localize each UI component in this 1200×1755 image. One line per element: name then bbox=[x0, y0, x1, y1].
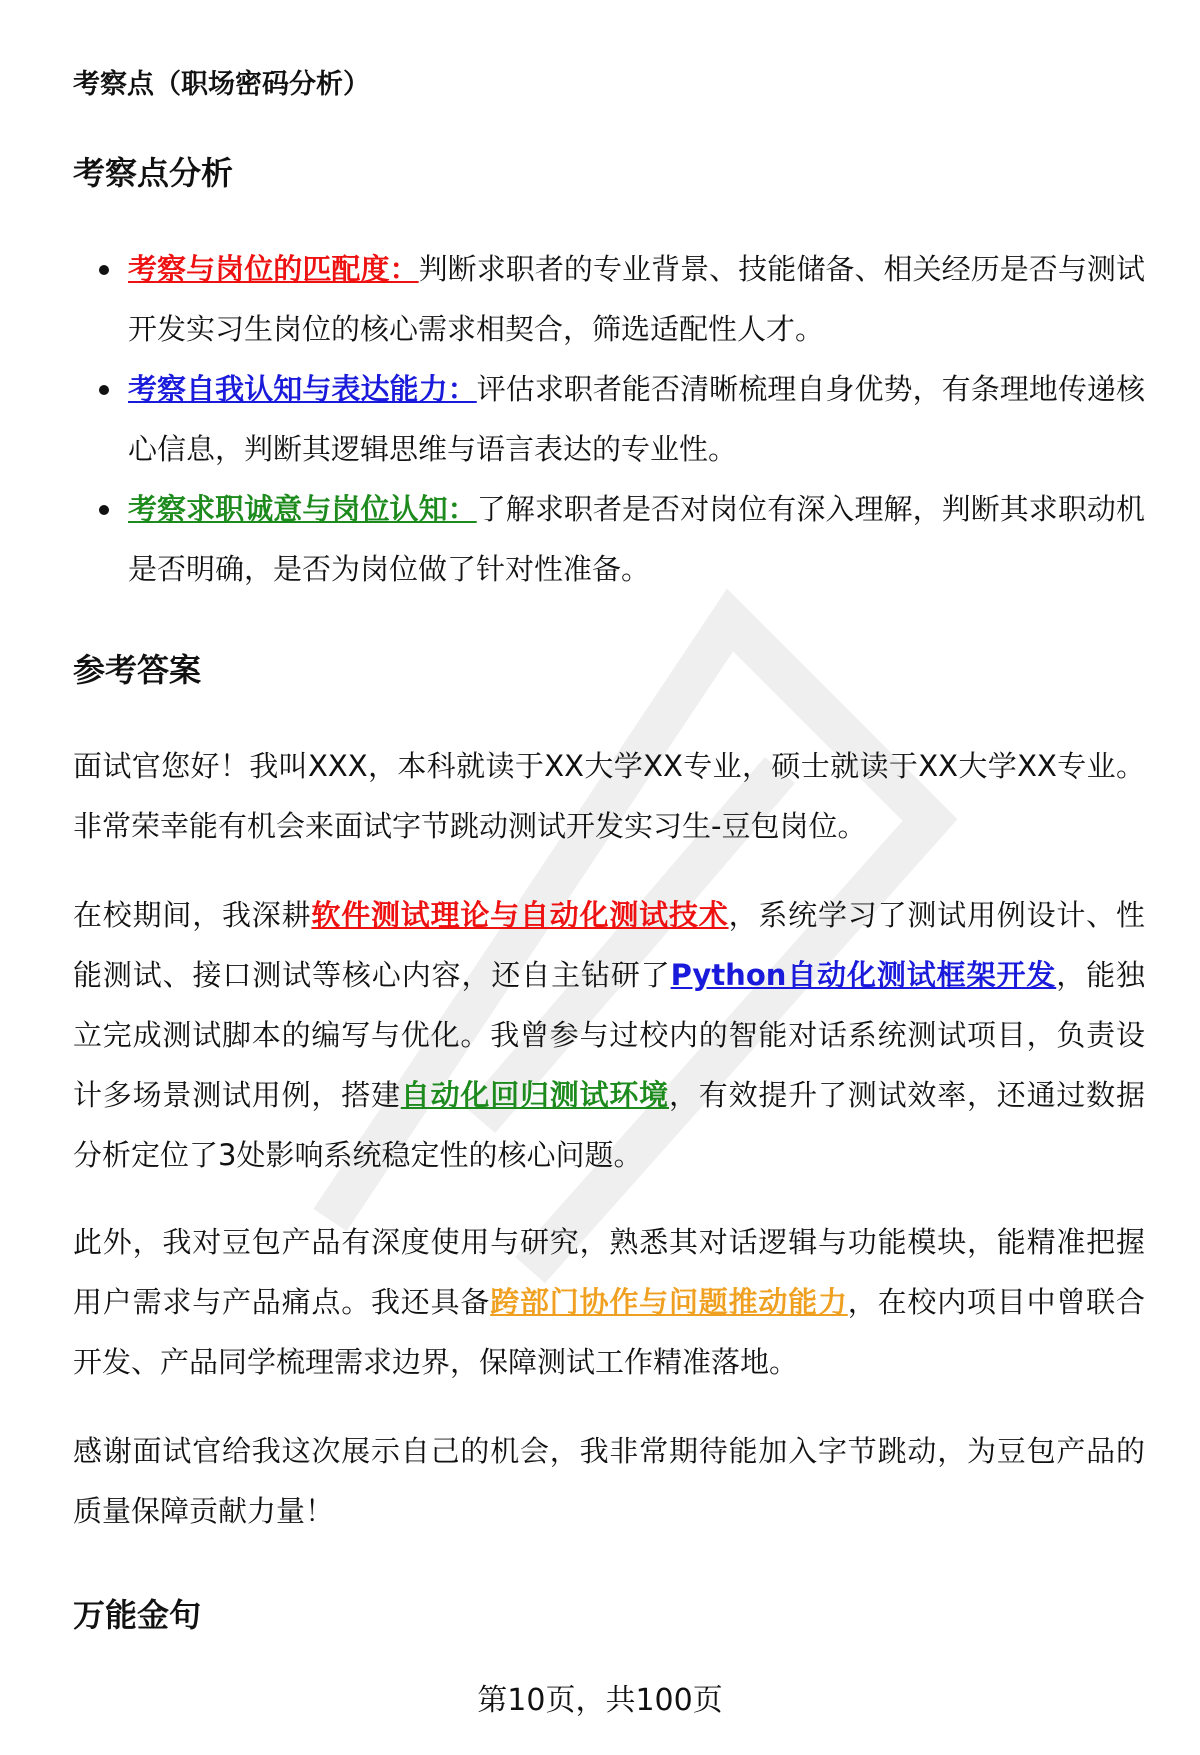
answer-paragraph-4: 感谢面试官给我这次展示自己的机会，我非常期待能加入字节跳动，为豆包产品的质量保障贡献力量！ bbox=[73, 1434, 1145, 1528]
highlight: 跨部门协作与问题推动能力 bbox=[490, 1285, 848, 1319]
analysis-heading: 考察点分析 bbox=[73, 154, 234, 192]
item-text: 了解求职者是否对岗位有深入理解，判断其求职动机是否明确，是否为岗位做了针对性准备。 bbox=[128, 492, 1145, 586]
item-label: 考察自我认知与表达能力： bbox=[128, 372, 477, 406]
answer-paragraph-1: 面试官您好！我叫XXX，本科就读于XX大学XX专业，硕士就读于XX大学XX专业。非常荣幸能有机会来面试字节跳动测试开发实习生-豆包岗位。 bbox=[73, 749, 1145, 843]
text: ，能独立完成测试脚本的编写与优化。我曾参与过校内的智能对话系统测试项目，负责设计多场景测试用例，搭建 bbox=[73, 958, 1145, 1112]
page-title: 考察点（职场密码分析） bbox=[73, 69, 370, 100]
page-number: 第10页，共100页 bbox=[477, 1683, 723, 1718]
highlight: Python自动化测试框架开发 bbox=[670, 958, 1057, 992]
text: ，有效提升了测试效率，还通过数据分析定位了3处影响系统稳定性的核心问题。 bbox=[73, 1078, 1145, 1172]
highlight: 软件测试理论与自动化测试技术 bbox=[311, 898, 729, 932]
golden-heading: 万能金句 bbox=[73, 1596, 202, 1634]
bullet-icon bbox=[99, 505, 109, 515]
item-label: 考察与岗位的匹配度： bbox=[128, 252, 419, 286]
analysis-list bbox=[73, 239, 1145, 599]
highlight: 自动化回归测试环境 bbox=[400, 1078, 669, 1112]
item-text: 判断求职者的专业背景、技能储备、相关经历是否与测试开发实习生岗位的核心需求相契合，筛选适配性人才。 bbox=[128, 252, 1145, 346]
list-item bbox=[73, 479, 1145, 599]
text: ，在校内项目中曾联合开发、产品同学梳理需求边界，保障测试工作精准落地。 bbox=[73, 1285, 1145, 1379]
bullet-icon bbox=[99, 385, 109, 395]
text: ，系统学习了测试用例设计、性能测试、接口测试等核心内容，还自主钻研了 bbox=[73, 898, 1145, 992]
item-text: 评估求职者能否清晰梳理自身优势，有条理地传递核心信息，判断其逻辑思维与语言表达的专业性。 bbox=[128, 372, 1145, 466]
list-item bbox=[73, 239, 1145, 359]
item-label: 考察求职诚意与岗位认知： bbox=[128, 492, 477, 526]
list-item bbox=[73, 359, 1145, 479]
answer-paragraph-2 bbox=[73, 885, 1145, 1185]
answer-paragraph-3 bbox=[73, 1212, 1145, 1392]
answer-heading: 参考答案 bbox=[73, 651, 202, 689]
text: 在校期间，我深耕 bbox=[73, 898, 312, 932]
bullet-icon bbox=[99, 265, 109, 275]
text: 此外，我对豆包产品有深度使用与研究，熟悉其对话逻辑与功能模块，能精准把握用户需求与产品痛点。我还具备 bbox=[73, 1225, 1145, 1319]
